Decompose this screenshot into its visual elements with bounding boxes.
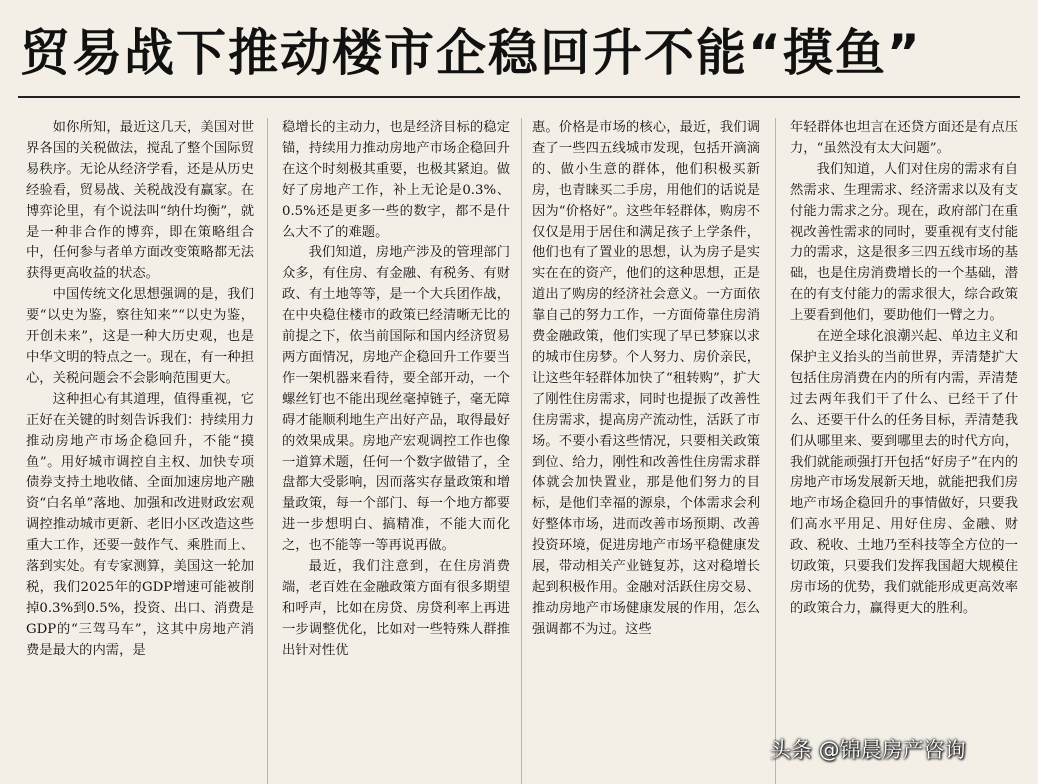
paragraph: 中国传统文化思想强调的是，我们要“以史为鉴，察往知来”“以史为鉴，开创未来”，这是一种大历史观，也是中华文明的特点之一。现在，有一种担心，关税问题会不会影响范围更大。 bbox=[26, 287, 254, 386]
paragraph: 在逆全球化浪潮兴起、单边主义和保护主义抬头的当前世界，弄清楚扩大包括住房消费在内的所有内需，弄清楚过去两年我们干了什么、已经干了什么、还要干什么的任务目标，弄清楚我们从哪里来、要到哪里去的时代方向，我们就能顽强打开包括“好房子”在内的房地产市场发展新天地，就能把我们房地产市场企稳回升的事情做好，只要我们高水平用足、用好住房、金融、财政、税收、土地乃至科技等全方位的一切政策，只要我们发挥我国超大规模住房市场的优势，我们就能形成更高效率的政策合力，赢得更大的胜利。 bbox=[790, 329, 1018, 616]
paragraph: 如你所知，最近这几天，美国对世界各国的关税做法，搅乱了整个国际贸易秩序。无论从经济学看，还是从历史经验看，贸易战、关税战没有赢家。在博弈论里，有个说法叫“纳什均衡”，就是一种非合作的博弈，即在策略组合中，任何参与者单方面改变策略都无法获得更高收益的状态。 bbox=[26, 120, 254, 282]
headline-rule bbox=[18, 96, 1020, 98]
paragraph: 我们知道，人们对住房的需求有自然需求、生理需求、经济需求以及有支付能力需求之分。现在，政府部门在重视改善性需求的同时，要重视有支付能力的需求，这是很多三四五线市场的基础，也是住房消费增长的一个基础，潜在的有支付能力的需求很大，综合政策上要看到他们，要助他们一臂之力。 bbox=[790, 161, 1018, 324]
column-3 bbox=[532, 118, 760, 784]
paragraph: 稳增长的主动力，也是经济目标的稳定锚，持续用力推动房地产市场企稳回升在这个时刻极其重要，也极其紧迫。做好了房地产工作，补上无论是0.3%、0.5%还是更多一些的数字，都不是什么大不了的难题。 bbox=[282, 120, 510, 240]
paragraph: 我们知道，房地产涉及的管理部门众多，有住房、有金融、有税务、有财政、有土地等等，是一个大兵团作战，在中央稳住楼市的政策已经清晰无比的前提之下，依当前国际和国内经济贸易两方面情况，房地产企稳回升工作要当作一架机器来看待，要全部开动，一个螺丝钉也不能出现丝毫掉链子，毫无障碍才能顺利地生产出好产品，取得最好的效果成果。房地产宏观调控工作也像一道算术题，任何一个数字做错了，全盘都大受影响，因而落实存量政策和增量政策，每一个部门、每一个地方都要进一步想明白、搞精准，不能大而化之，也不能等一等再说再做。 bbox=[282, 245, 510, 554]
paragraph: 惠。价格是市场的核心，最近，我们调查了一些四五线城市发现，包括开滴滴的、做小生意的群体，他们积极买新房，也青睐买二手房，用他们的话说是因为“价格好”。这些年轻群体，购房不仅仅是用于居住和满足孩子上学条件，他们也有了置业的思想，认为房子是实实在在的资产，他们的这种思想，正是道出了购房的经济社会意义。一方面依靠自己的努力工作，一方面倚靠住房消费金融政策，他们实现了早已梦寐以求的城市住房梦。个人努力、房价亲民，让这些年轻群体加快了“租转购”，扩大了刚性住房需求，同时也提振了改善性住房需求，提高房产流动性，活跃了市场。不要小看这些情况，只要相关政策到位、给力，刚性和改善性住房需求群体就会加快置业，那是他们努力的目标，是他们幸福的源泉，个体需求会利好整体市场，进而改善市场预期、改善投资环境，促进房地产市场平稳健康发展，带动相关产业链复苏，这对稳增长起到积极作用。金融对活跃住房交易、推动房地产市场健康发展的作用，怎么强调都不为过。这些 bbox=[532, 120, 760, 637]
paragraph: 这种担心有其道理，值得重视，它正好在关键的时刻告诉我们：持续用力推动房地产市场企稳回升，不能“摸鱼”。用好城市调控自主权、加快专项债券支持土地收储、全面加速房地产融资“白名单”落地、加强和改进财政宏观调控推动城市更新、老旧小区改造这些重大工作，还要一鼓作气、乘胜而上、落到实处。有专家测算，美国这一轮加税，我们2025年的GDP增速可能被削掉0.3%到0.5%，投资、出口、消费是GDP的“三驾马车”，这其中房地产消费是最大的内需，是 bbox=[26, 391, 254, 658]
column-4 bbox=[790, 118, 1018, 784]
column-divider bbox=[267, 118, 268, 784]
paragraph: 最近，我们注意到，在住房消费端，老百姓在金融政策方面有很多期望和呼声，比如在房贷、房贷利率上再进一步调整优化，比如对一些特殊人群推出针对性优 bbox=[282, 559, 510, 658]
column-2 bbox=[282, 118, 510, 784]
column-divider bbox=[521, 118, 522, 784]
column-divider bbox=[775, 118, 776, 784]
article-body bbox=[20, 118, 1028, 784]
column-1 bbox=[26, 118, 254, 784]
paragraph: 年轻群体也坦言在还贷方面还是有点压力，“虽然没有太大问题”。 bbox=[790, 120, 1018, 156]
headline: 贸易战下推动楼市企稳回升不能“摸鱼” bbox=[20, 24, 922, 82]
watermark: 头条 @锦晨房产咨询 bbox=[770, 738, 966, 762]
